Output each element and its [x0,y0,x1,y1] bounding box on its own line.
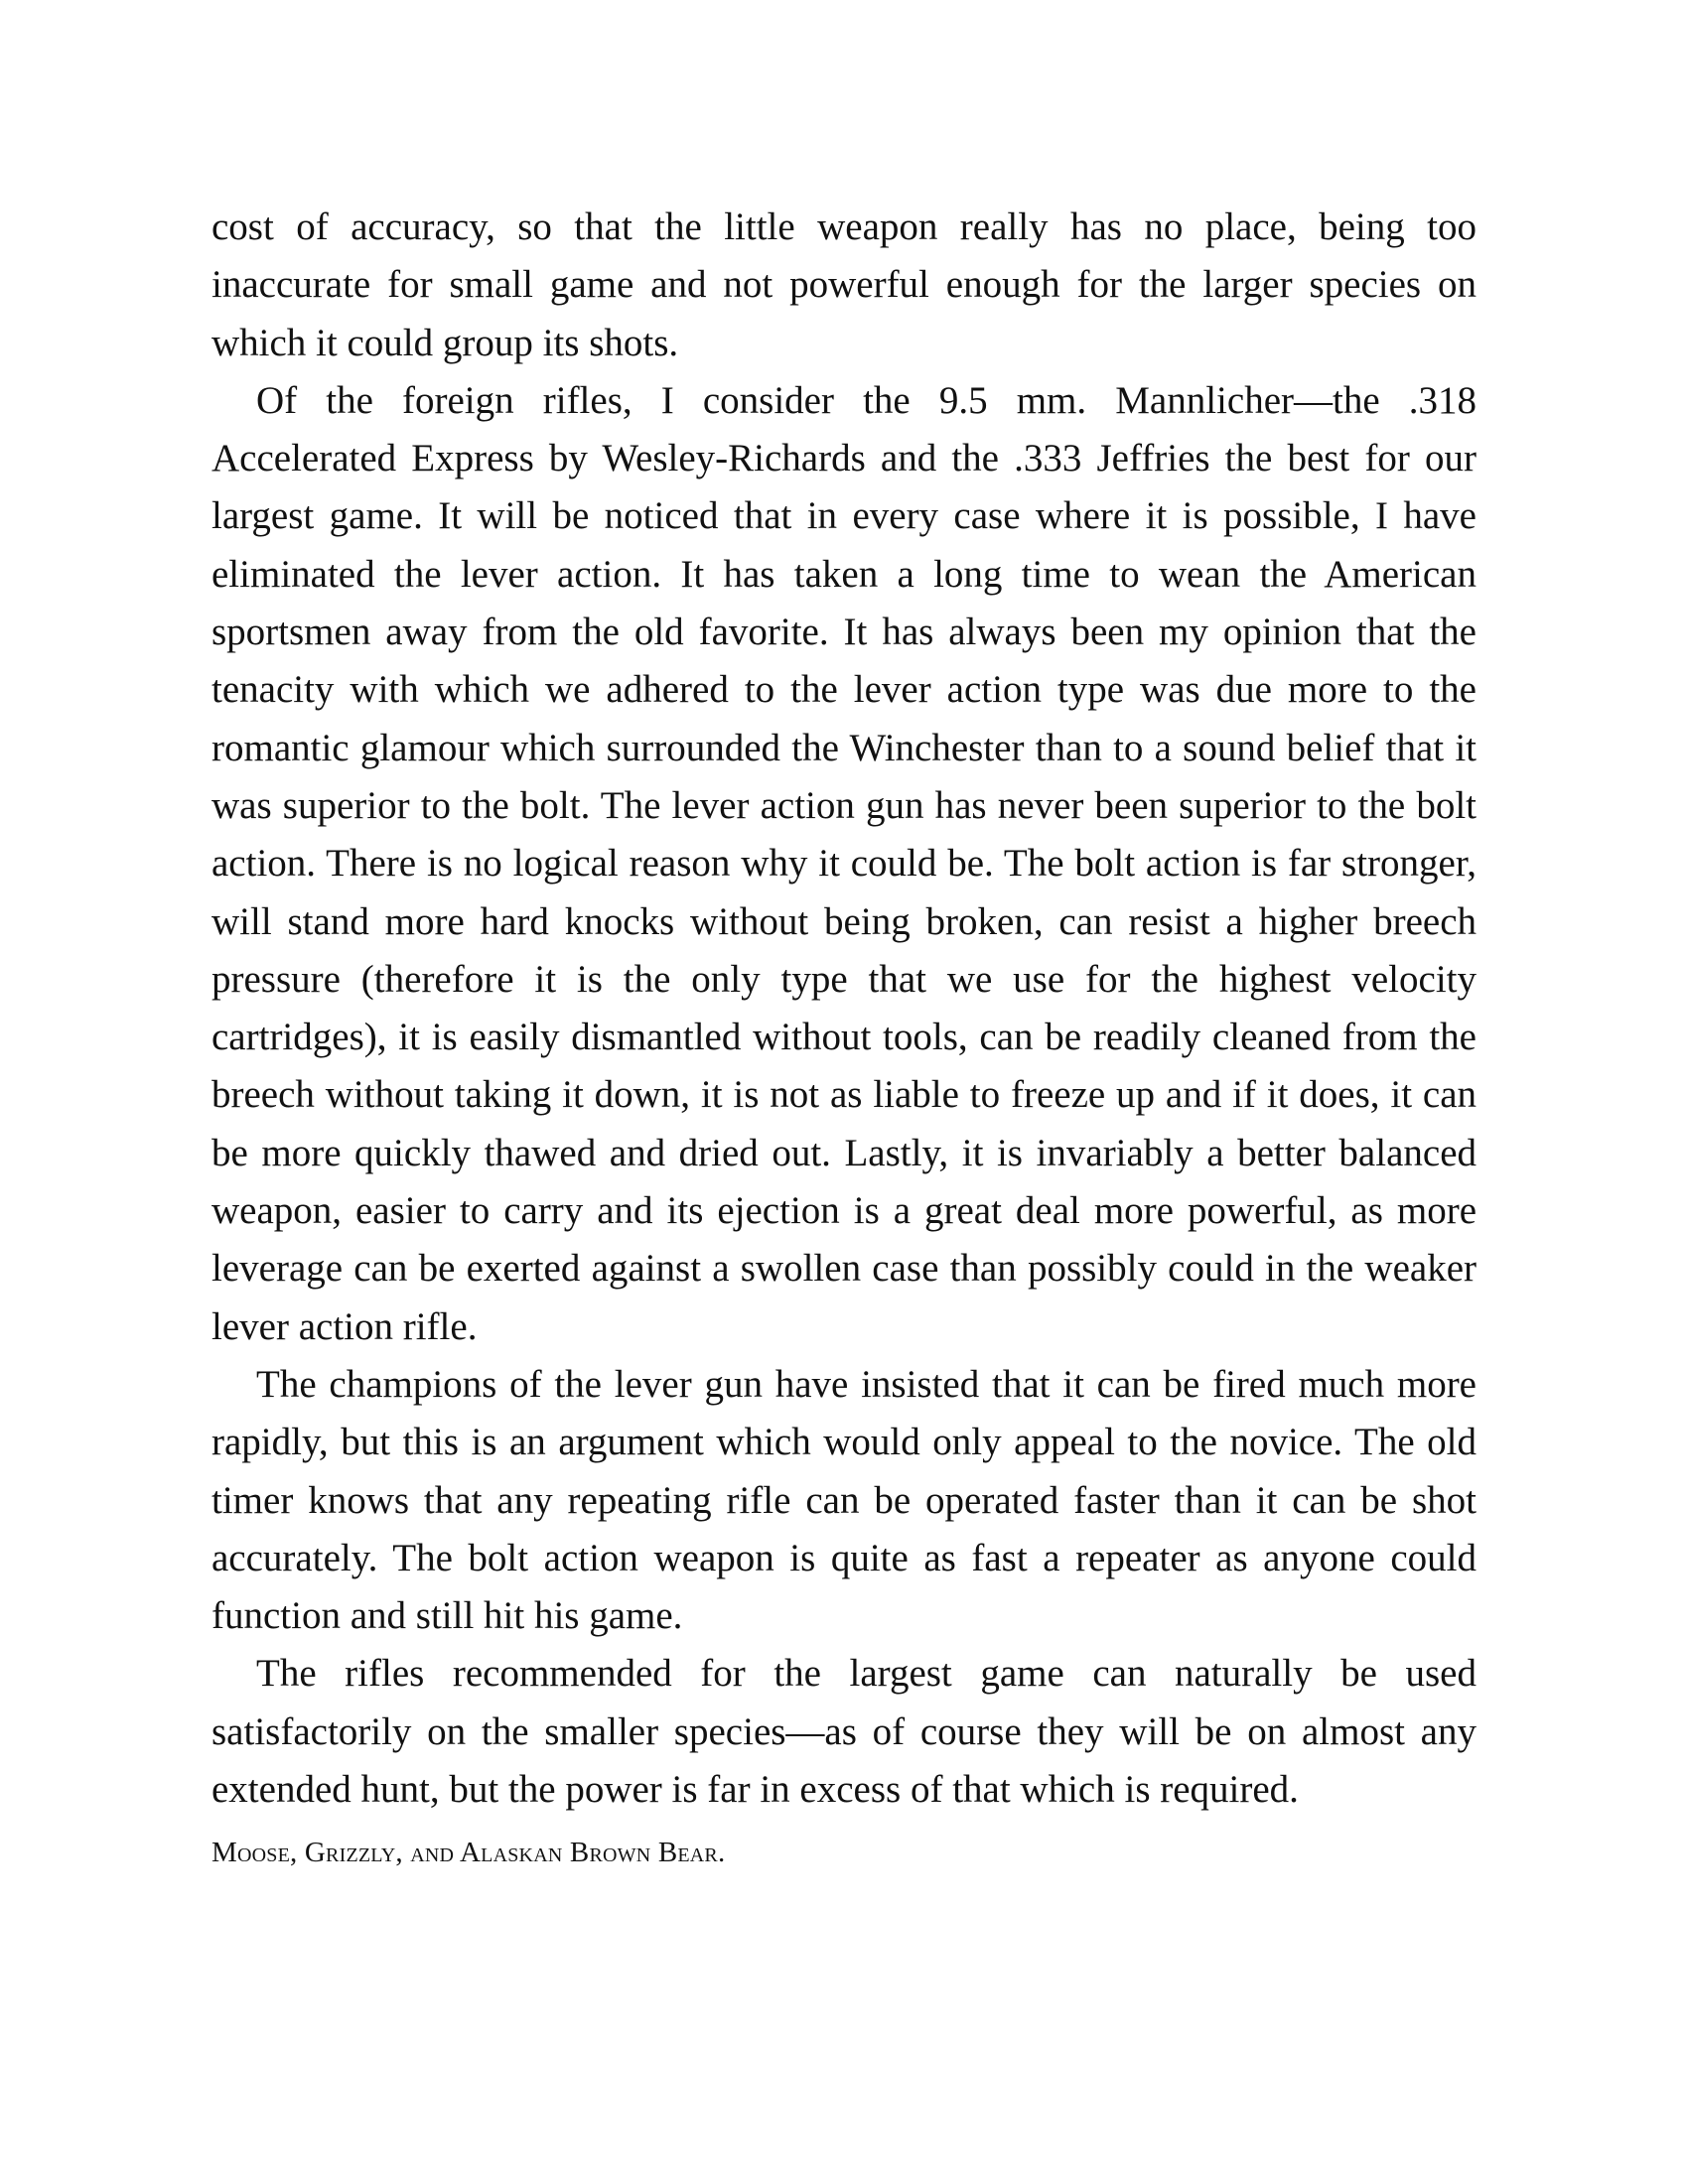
document-page [211,199,1477,1872]
section-heading: Moose, Grizzly, and Alaskan Brown Bear. [211,1837,726,1869]
paragraph-foreign-rifles: Of the foreign rifles, I consider the 9.5 mm. Mannlicher—the .318 Accelerated Express by Wesley-Richards and the .333 Jeffries the best for our largest game. It will be noticed that in every case where it is possible, I have eliminated the lever action. It has taken a long time to wean the American sportsmen away from the old favorite. It has always been my opinion that the tenacity with which we adhered to the lever action type was due more to the romantic glamour which surrounded the Winchester than to a sound belief that it was superior to the bolt. The lever action gun has never been superior to the bolt action. There is no logical reason why it could be. The bolt action is far stronger, will stand more hard knocks without being broken, can resist a higher breech pressure (therefore it is the only type that we use for the highest velocity cartridges), it is easily dismantled without tools, can be readily cleaned from the breech without taking it down, it is not as liable to freeze up and if it does, it can be more quickly thawed and dried out. Lastly, it is invariably a better balanced weapon, easier to carry and its ejection is a great deal more powerful, as more leverage can be exerted against a swollen case than possibly could in the weaker lever action rifle. [211,378,1477,1348]
paragraph-rifles-recommended: The rifles recommended for the largest game can naturally be used satisfactorily on the smaller species—as of course they will be on almost any extended hunt, but the power is far in excess of that which is required. [211,1652,1477,1812]
paragraph-lever-gun-champions: The champions of the lever gun have insisted that it can be fired much more rapidly, but this is an argument which would only appeal to the novice. The old timer knows that any repeating rifle can be operated faster than it can be shot accurately. The bolt action weapon is quite as fast a repeater as anyone could function and still hit his game. [211,1362,1477,1638]
paragraph-continuation: cost of accuracy, so that the little weapon really has no place, being too inaccurate for small game and not powerful enough for the larger species on which it could group its shots. [211,205,1477,364]
